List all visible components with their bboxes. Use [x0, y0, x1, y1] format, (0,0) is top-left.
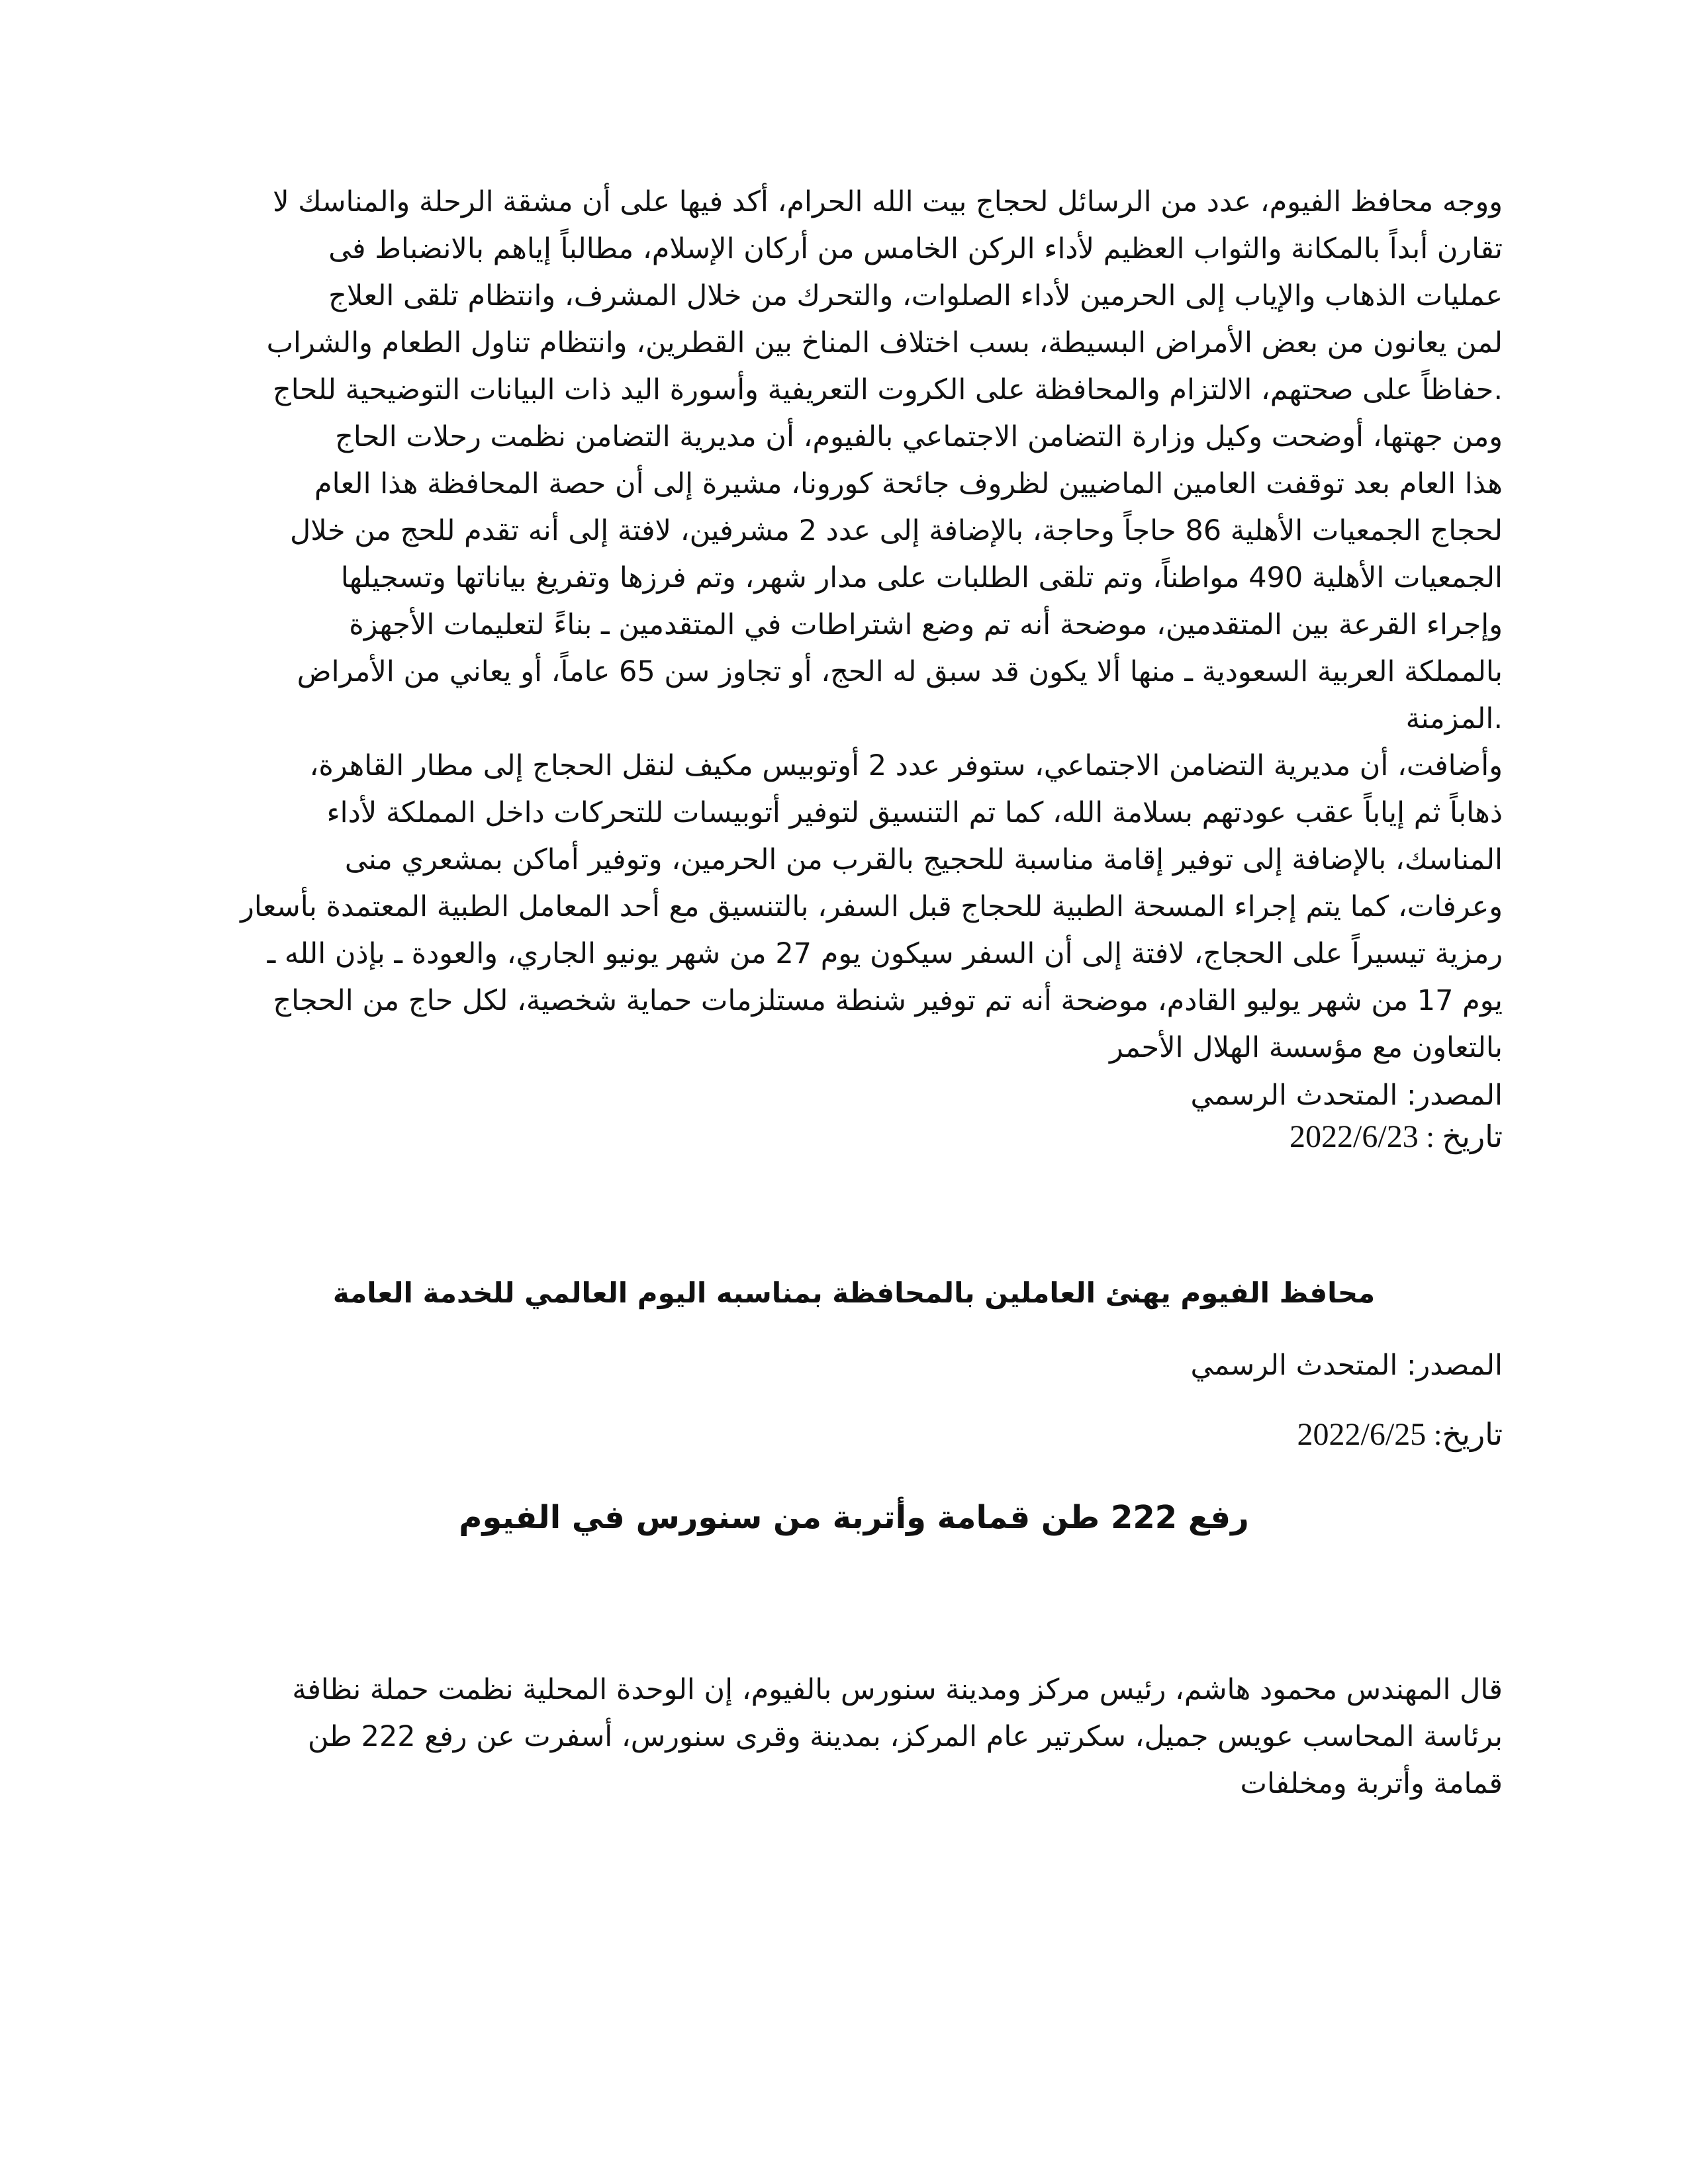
- article-headline: رفع 222 طن قمامة وأتربة من سنورس في الفيوم: [459, 1499, 1249, 1536]
- article-paragraph-2: [205, 743, 1503, 1071]
- paragraph-line: برئاسة المحاسب عويس جميل، سكرتير عام المركز، بمدينة وقرى سنورس، أسفرت عن رفع 222 طن: [307, 1720, 1503, 1753]
- paragraph-line: ومن جهتها، أوضحت وكيل وزارة التضامن الاجتماعي بالفيوم، أن مديرية التضامن نظمت رحلات الحاج: [335, 420, 1503, 453]
- paragraph-line: رمزية تيسيراً على الحجاج، لافتة إلى أن السفر سيكون يوم 27 من شهر يونيو الجاري، والعودة ـ بإذن الله ـ: [267, 937, 1503, 970]
- article-headline: محافظ الفيوم يهنئ العاملين بالمحافظة بمناسبه اليوم العالمي للخدمة العامة: [332, 1277, 1376, 1309]
- date-value: 2022/6/25: [1297, 1417, 1427, 1452]
- date-label: تاريخ:: [1433, 1418, 1503, 1451]
- paragraph-line: يوم 17 من شهر يوليو القادم، موضحة أنه تم توفير شنطة مستلزمات حماية شخصية، لكل حاج من الحجاج: [273, 984, 1503, 1017]
- document-page: [205, 179, 1503, 2098]
- paragraph-line: الجمعيات الأهلية 490 مواطناً، وتم تلقى الطلبات على مدار شهر، وتم فرزها وتفريغ بياناتها وتسجيلها: [340, 561, 1503, 594]
- article-paragraph-1: [205, 179, 1503, 743]
- paragraph-line: قمامة وأتربة ومخلفات: [1240, 1767, 1503, 1800]
- paragraph-line: لحجاج الجمعيات الأهلية 86 حاجاً وحاجة، بالإضافة إلى عدد 2 مشرفين، لافتة إلى أنه تقدم للحج من خلال: [290, 514, 1503, 547]
- paragraph-line: بالمملكة العربية السعودية ـ منها ألا يكون قد سبق له الحج، أو تجاوز سن 65 عاماً، أو يعاني من الأمراض: [297, 655, 1503, 688]
- paragraph-line: لمن يعانون من بعض الأمراض البسيطة، بسب اختلاف المناخ بين القطرين، وانتظام تناول الطعام والشراب: [266, 326, 1503, 359]
- paragraph-line: .المزمنة: [1405, 702, 1503, 735]
- paragraph-line: هذا العام بعد توقفت العامين الماضيين لظروف جائحة كورونا، مشيرة إلى أن حصة المحافظة هذا العام: [314, 467, 1503, 500]
- paragraph-line: وعرفات، كما يتم إجراء المسحة الطبية للحجاج قبل السفر، بالتنسيق مع أحد المعامل الطبية المعتمدة بأسعار: [240, 890, 1503, 923]
- paragraph-line: قال المهندس محمود هاشم، رئيس مركز ومدينة سنورس بالفيوم، إن الوحدة المحلية نظمت حملة نظافة: [292, 1673, 1503, 1706]
- paragraph-line: .حفاظاً على صحتهم، الالتزام والمحافظة على الكروت التعريفية وأسورة اليد ذات البيانات التوضيحية للحاج: [273, 373, 1503, 406]
- article-date: [1297, 1411, 1503, 1458]
- paragraph-line: عمليات الذهاب والإياب إلى الحرمين لأداء الصلوات، والتحرك من خلال المشرف، وانتظام تلقى العلاج: [328, 279, 1503, 312]
- paragraph-line: تقارن أبداً بالمكانة والثواب العظيم لأداء الركن الخامس من أركان الإسلام، مطالباً إياهم بالانضباط فى: [328, 232, 1503, 265]
- article-source: المصدر: المتحدث الرسمي: [1190, 1079, 1503, 1112]
- article-date: [1289, 1113, 1503, 1160]
- date-label: تاريخ :: [1426, 1120, 1503, 1154]
- paragraph-line: بالتعاون مع مؤسسة الهلال الأحمر: [1109, 1031, 1503, 1064]
- date-value: 2022/6/23: [1289, 1119, 1419, 1154]
- paragraph-line: وإجراء القرعة بين المتقدمين، موضحة أنه تم وضع اشتراطات في المتقدمين ـ بناءً لتعليمات الأجهزة: [349, 608, 1503, 641]
- paragraph-line: ووجه محافظ الفيوم، عدد من الرسائل لحجاج بيت الله الحرام، أكد فيها على أن مشقة الرحلة والمناسك لا: [273, 185, 1503, 218]
- paragraph-line: المناسك، بالإضافة إلى توفير إقامة مناسبة للحجيج بالقرب من الحرمين، وتوفير أماكن بمشعري منى: [344, 843, 1503, 876]
- article-source: المصدر: المتحدث الرسمي: [1190, 1349, 1503, 1382]
- article-paragraph-4: [205, 1666, 1503, 1807]
- paragraph-line: ذهاباً ثم إياباً عقب عودتهم بسلامة الله، كما تم التنسيق لتوفير أتوبيسات للتحركات داخل المملكة لأداء: [326, 796, 1503, 829]
- paragraph-line: وأضافت، أن مديرية التضامن الاجتماعي، ستوفر عدد 2 أوتوبيس مكيف لنقل الحجاج إلى مطار القاهرة،: [309, 749, 1503, 782]
